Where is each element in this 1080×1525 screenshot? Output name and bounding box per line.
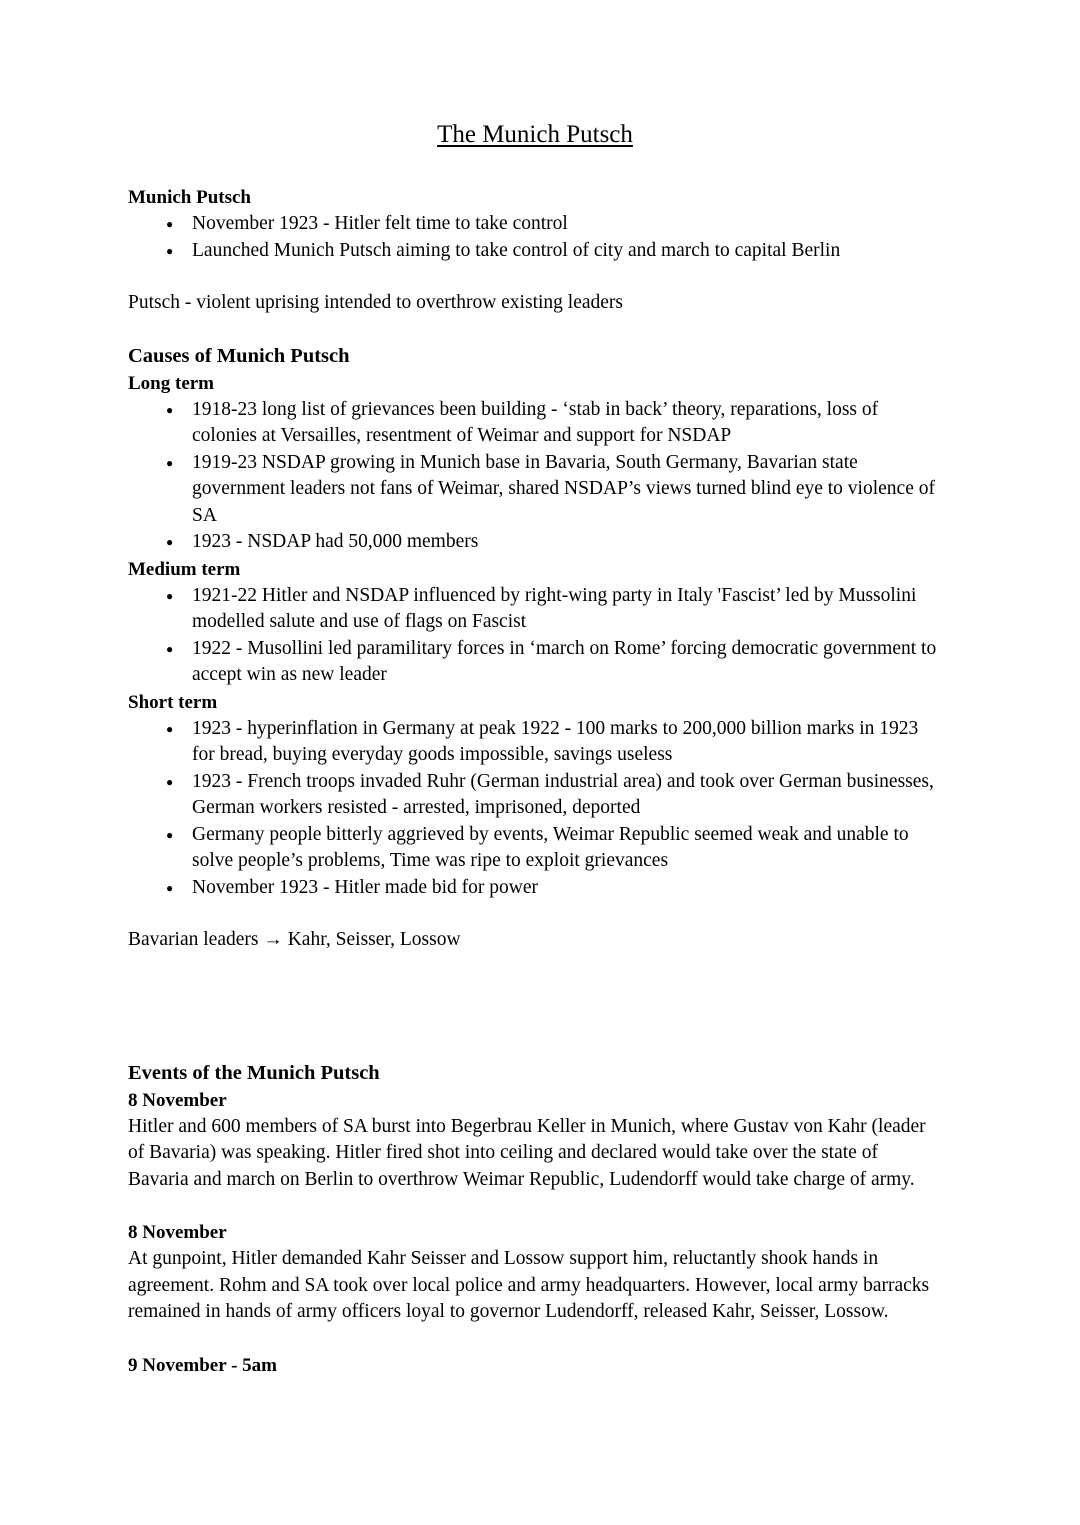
subheading-short-term: Short term: [128, 691, 218, 713]
list-item: ● 1923 - French troops invaded Ruhr (German industrial area) and took over German businesses, German workers resisted - arrested, imprisoned, deported: [128, 769, 942, 822]
list-item: ● 1923 - NSDAP had 50,000 members: [128, 529, 942, 556]
list-item: ● 1919-23 NSDAP growing in Munich base in Bavaria, South Germany, Bavarian state government leaders not fans of Weimar, shared NSDAP’s views turned blind eye to violence of SA: [128, 450, 942, 530]
bullet-list-short-term: [128, 716, 942, 902]
heading-events-of-the-munich-putsch: Events of the Munich Putsch: [128, 1061, 380, 1084]
subheading-medium-term: Medium term: [128, 558, 241, 580]
page-title-text: The Munich Putsch: [437, 121, 633, 148]
heading-munich-putsch: Munich Putsch: [128, 187, 251, 208]
event-date-8-november-second: 8 November: [128, 1222, 227, 1243]
spacer: [128, 264, 942, 290]
spacer: [128, 1193, 942, 1219]
list-item: ● Launched Munich Putsch aiming to take control of city and march to capital Berlin: [128, 238, 942, 265]
event-body-8-november-second: At gunpoint, Hitler demanded Kahr Seisser and Lossow support him, reluctantly shook hands in agreement. Rohm and SA took over local police and army headquarters. However, local army barracks remained in hands of army officers loyal to governor Ludendorff, released Kahr, Seisser, Lossow.: [128, 1248, 930, 1322]
list-item: ● November 1923 - Hitler made bid for power: [128, 875, 942, 902]
putsch-definition: Putsch - violent uprising intended to overthrow existing leaders: [128, 292, 623, 313]
spacer: [128, 954, 942, 1060]
spacer: [128, 901, 942, 927]
heading-causes-of-munich-putsch: Causes of Munich Putsch: [128, 344, 350, 367]
event-body-8-november-first: Hitler and 600 members of SA burst into Begerbrau Keller in Munich, where Gustav von Kahr (leader of Bavaria) was speaking. Hitler fired shot into ceiling and declared would take over the state of Bavaria and march on Berlin to overthrow Weimar Republic, Ludendorff would take charge of army.: [128, 1115, 926, 1190]
list-item: ● 1922 - Musollini led paramilitary forces in ‘march on Rome’ forcing democratic government to accept win as new leader: [128, 636, 942, 689]
page-title: [128, 118, 942, 152]
spacer: [128, 1326, 942, 1352]
list-item: ● 1921-22 Hitler and NSDAP influenced by right-wing party in Italy 'Fascist’ led by Mussolini modelled salute and use of flags on Fascist: [128, 583, 942, 636]
list-item: ● 1918-23 long list of grievances been building - ‘stab in back’ theory, reparations, loss of colonies at Versailles, resentment of Weimar and support for NSDAP: [128, 397, 942, 450]
subheading-long-term: Long term: [128, 372, 215, 394]
list-item: ● Germany people bitterly aggrieved by events, Weimar Republic seemed weak and unable to solve people’s problems, Time was ripe to exploit grievances: [128, 822, 942, 875]
bullet-list-long-term: [128, 397, 942, 556]
event-date-8-november-first: 8 November: [128, 1089, 227, 1111]
event-date-9-november-5am: 9 November - 5am: [128, 1354, 277, 1376]
bullet-list-medium-term: [128, 583, 942, 689]
spacer: [128, 317, 942, 343]
bavarian-leaders-note: Bavarian leaders → Kahr, Seisser, Lossow: [128, 929, 461, 950]
list-item: ● November 1923 - Hitler felt time to take control: [128, 211, 942, 238]
document-body: [128, 118, 942, 1379]
bullet-list-munich-putsch: [128, 211, 942, 264]
list-item: ● 1923 - hyperinflation in Germany at peak 1922 - 100 marks to 200,000 billion marks in 1923 for bread, buying everyday goods impossible, savings useless: [128, 716, 942, 769]
